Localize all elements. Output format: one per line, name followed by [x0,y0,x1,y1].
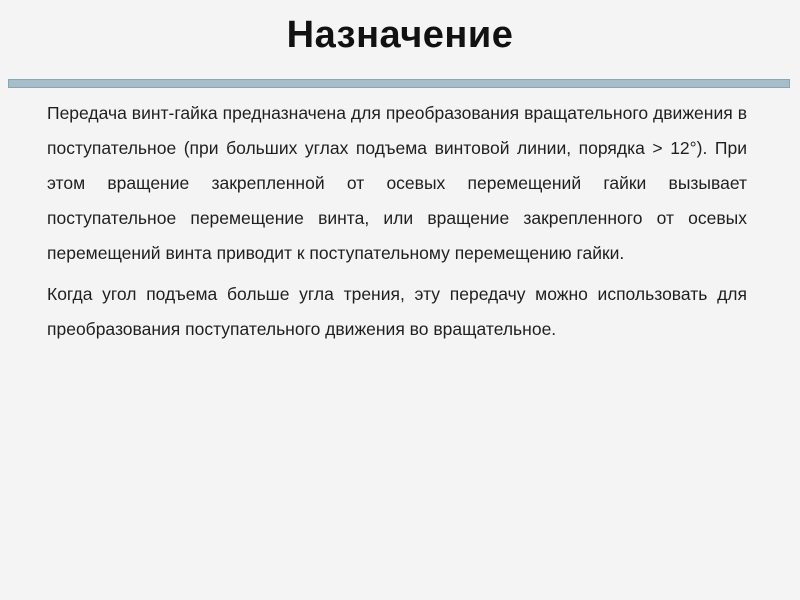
paragraph-2: Когда угол подъема больше угла трения, эту передачу можно использовать для преобразования поступательного движения во вращательное. [47,284,747,339]
title-divider [8,79,790,88]
slide-content [47,96,747,353]
slide-title: Назначение [286,14,514,56]
paragraph-1: Передача винт-гайка предназначена для преобразования вращательного движения в поступательное (при больших углах подъема винтовой линии, порядка > 12°). При этом вращение закрепленной от осевых перемещений гайки вызывает поступательное перемещение винта, или вращение закрепленного от осевых перемещений винта приводит к поступательному перемещению гайки. [47,103,747,263]
